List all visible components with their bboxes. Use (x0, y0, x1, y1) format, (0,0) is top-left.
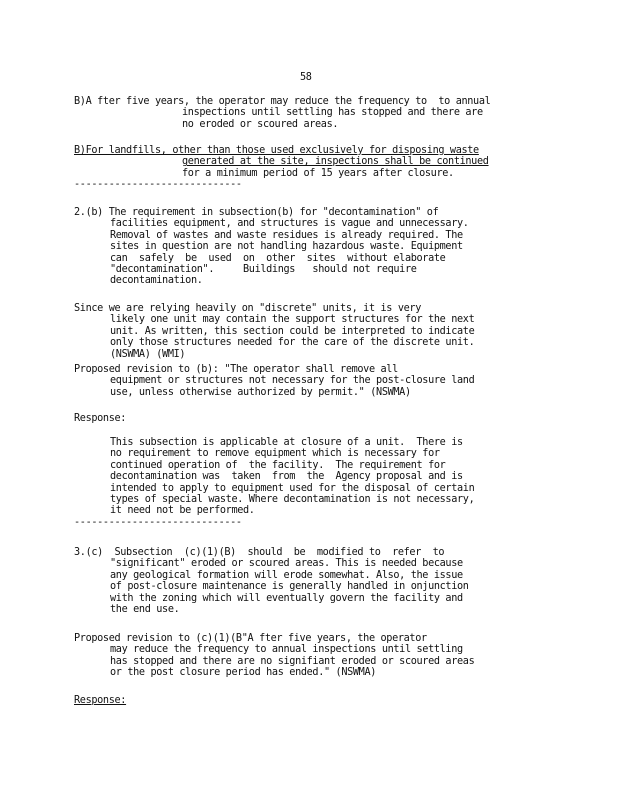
text-line: facilities equipment, and structures is vague and unnecessary. (110, 218, 469, 230)
text-line: no requirement to remove equipment which is necessary for (110, 448, 440, 460)
text-line: "decontamination". Buildings should not require (110, 263, 417, 275)
page-number: 58 (300, 72, 312, 83)
text-line: types of special waste. Where decontamination is not necessary, (110, 493, 475, 505)
response-label (74, 695, 552, 706)
text-line: "significant" eroded or scoured areas. This is needed because (110, 558, 463, 570)
text-line: only those structures needed for the care of the discrete unit. (110, 337, 475, 349)
text-line: Since we are relying heavily on "discrete" units, it is very (74, 303, 422, 314)
text-line: decontamination. (110, 275, 203, 287)
text-line: inspections until settling has stopped and there are (182, 107, 483, 119)
text-line: sites in question are not handling hazardous waste. Equipment (110, 241, 463, 253)
text-line: decontamination was taken from the Agency proposal and is (110, 471, 463, 483)
text-line: with the zoning which will eventually govern the facility and (110, 592, 463, 604)
response-label (74, 413, 552, 424)
text-line: the end use. (110, 603, 180, 615)
text-line: Response: (74, 413, 127, 424)
text-line: has stopped and there are no signifiant eroded or scoured areas (110, 655, 475, 667)
text-line: equipment or structures not necessary for the post-closure land (110, 375, 475, 387)
text-line: This subsection is applicable at closure of a unit. There is (110, 437, 463, 448)
text-line: of post-closure maintenance is generally handled in onjunction (110, 581, 469, 593)
text-line: Proposed revision to (b): "The operator shall remove all (74, 364, 398, 375)
text-line: generated at the site, inspections shall be continued (182, 156, 489, 168)
text-line: 3.(c) Subsection (c)(1)(B) should be modified to refer to (74, 547, 445, 558)
text-line: may reduce the frequency to annual inspections until settling (110, 644, 463, 656)
text-line: use, unless otherwise authorized by permit." (NSWMA) (110, 386, 411, 398)
proposed-revision-b (74, 364, 552, 398)
provision-b-five-years (74, 96, 552, 130)
response-1 (74, 437, 552, 528)
separator: ----------------------------- (74, 179, 242, 191)
text-line: (NSWMA) (WMI) (110, 348, 186, 360)
text-line: intended to apply to equipment used for the disposal of certain (110, 482, 475, 494)
text-line: Proposed revision to (c)(1)(B"A fter five years, the operator (74, 633, 427, 644)
text-line: any geological formation will erode somewhat. Also, the issue (110, 569, 463, 581)
comment-item-2 (74, 207, 552, 287)
text-line: can safely be used on other sites without elaborate (110, 252, 446, 264)
separator: ----------------------------- (74, 516, 242, 528)
text-line: B)A fter five years, the operator may reduce the frequency to to annual (74, 96, 491, 107)
text-line: likely one unit may contain the support structures for the next (110, 314, 475, 326)
text-line: B)For landfills, other than those used exclusively for disposing waste (74, 145, 479, 156)
text-line: 2.(b) The requirement in subsection(b) for "decontamination" of (74, 207, 439, 218)
comment-item-3 (74, 547, 552, 615)
provision-b-landfills (74, 145, 552, 191)
text-line: unit. As written, this section could be interpreted to indicate (110, 325, 475, 337)
text-line: no eroded or scoured areas. (182, 118, 339, 130)
text-line: for a minimum period of 15 years after closure. (182, 167, 454, 179)
proposed-revision-c (74, 633, 552, 679)
text-line: or the post closure period has ended." (NSWMA) (110, 667, 377, 679)
text-line: it need not be performed. (110, 505, 255, 517)
text-line: Response: (74, 695, 127, 706)
text-line: Removal of wastes and waste residues is already required. The (110, 229, 463, 241)
comment-discrete-units (74, 303, 552, 360)
text-line: continued operation of the facility. The requirement for (110, 459, 446, 471)
